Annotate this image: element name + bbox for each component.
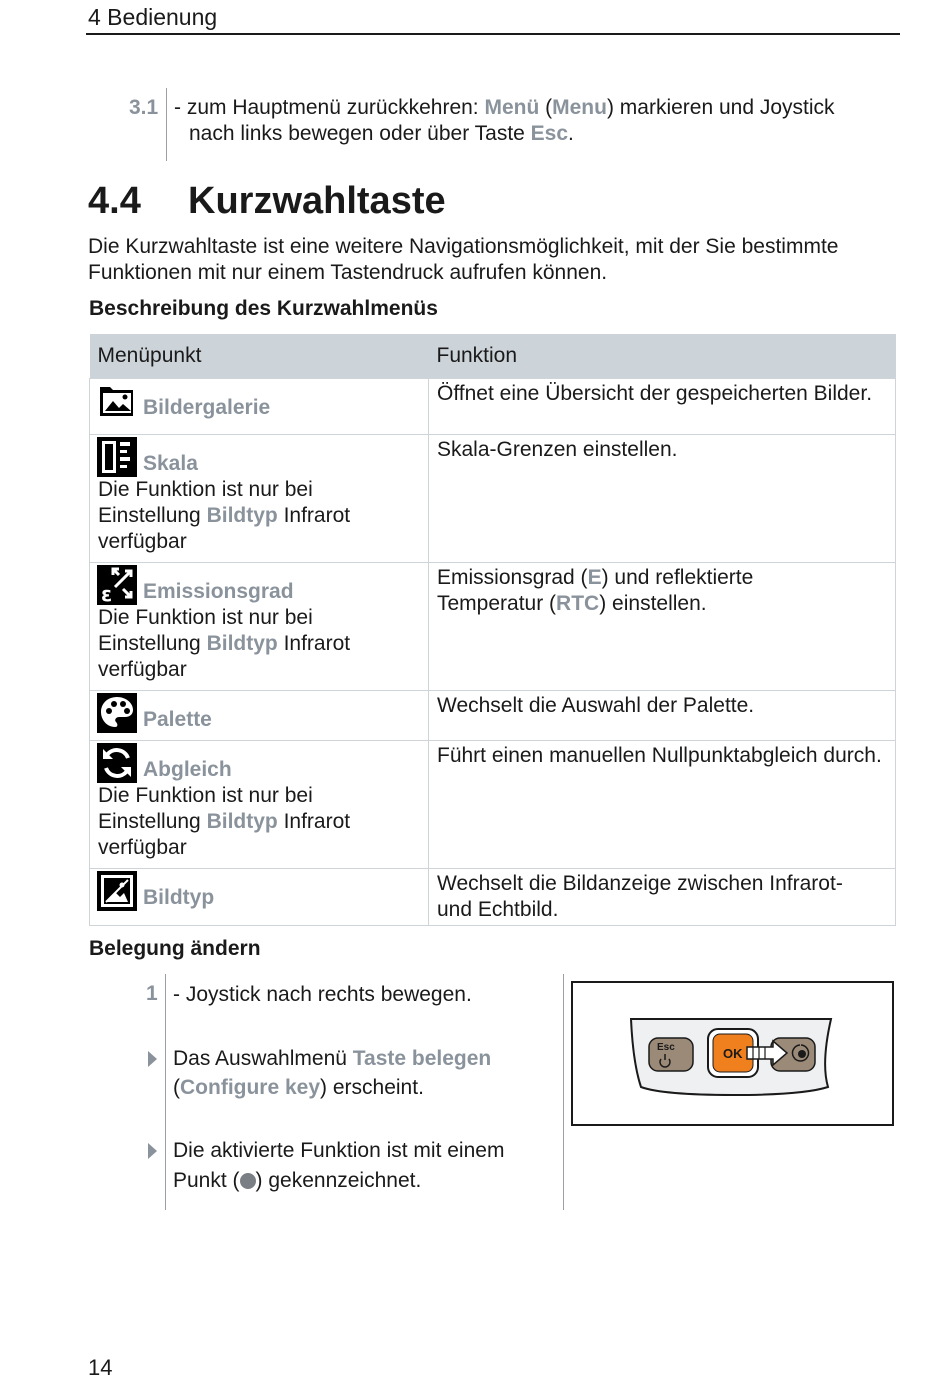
shortcut-menu-table [89,334,896,926]
step-number: 3.1 [129,96,159,119]
step-text: ) markieren und Joystick [606,96,835,119]
page-number: 14 [88,1355,113,1380]
step-text: . [568,122,574,145]
availability-note: Infrarot [277,810,351,833]
result-text: ( [173,1076,180,1099]
menu-item-name: Bildtyp [143,886,215,909]
availability-note: Die Funktion ist nur bei [98,784,313,807]
menu-item-name: Bildergalerie [143,396,271,419]
step-divider [166,88,167,161]
column-header-menu-item: Menüpunkt [90,334,429,379]
scale-icon [97,437,137,477]
section-number: 4.4 [88,180,141,222]
table-row [90,691,896,741]
table-row [90,379,896,435]
esc-key-label: Esc [657,1042,675,1053]
menu-item-cell [90,691,429,741]
function-cell: Wechselt die Auswahl der Palette. [429,691,896,741]
configure-menu-term: Taste belegen [352,1047,492,1070]
assign-heading: Belegung ändern [89,937,261,960]
section-intro: Die Kurzwahltaste ist eine weitere Navigationsmöglichkeit, mit der Sie bestimmte Funktionen mit nur einem Tastendruck aufrufen können. [88,235,839,284]
availability-note: verfügbar [98,836,187,859]
result-arrow-icon [148,1051,157,1067]
menu-item-cell [90,563,429,691]
image-gallery-icon [97,381,137,421]
active-dot-icon [240,1173,256,1189]
column-header-function: Funktion [429,334,896,379]
esc-term: Esc [530,122,569,145]
menu-term-en: Menu [552,96,607,119]
section-title: Kurzwahltaste [188,180,446,222]
availability-note: Infrarot [277,504,351,527]
availability-note: Einstellung [98,810,207,833]
device-illustration [571,981,894,1126]
function-cell [429,563,896,691]
step-3-1-text [174,95,904,147]
result-text: ) gekennzeichnet. [255,1169,422,1192]
result-text: Das Auswahlmenü [173,1047,353,1070]
result-text: Die aktivierte Funktion ist mit einem [173,1139,505,1162]
function-cell: Skala-Grenzen einstellen. [429,435,896,563]
menu-item-name: Emissionsgrad [143,580,294,603]
menu-item-name: Skala [143,452,198,475]
ok-key-label: OK [723,1046,743,1061]
chapter-header: 4 Bedienung [88,4,218,30]
table-heading: Beschreibung des Kurzwahlmenüs [89,297,438,320]
step-divider [165,974,166,1210]
rtc-term: RTC [556,592,600,615]
function-cell [429,869,896,926]
header-rule [86,33,900,35]
availability-note: verfügbar [98,530,187,553]
availability-note: verfügbar [98,658,187,681]
function-cell: Führt einen manuellen Nullpunktabgleich durch. [429,741,896,869]
menu-item-name: Abgleich [143,758,232,781]
step-number: 1 [146,982,158,1005]
result-2-text [173,1136,504,1196]
table-row [90,741,896,869]
function-text: ) einstellen. [599,592,707,615]
step-text: ( [539,96,553,119]
svg-text:ε: ε [101,582,113,605]
step-text: - zum Hauptmenü zurückkehren: [174,96,485,119]
menu-item-cell [90,741,429,869]
function-text: Wechselt die Bildanzeige zwischen Infrarot- [437,872,843,895]
function-text: ) und reflektierte [601,566,754,589]
palette-icon [97,693,137,733]
menu-item-cell [90,869,429,926]
result-1-text [173,1044,491,1102]
step-text: nach links bewegen oder über Taste [189,122,531,145]
refresh-icon [97,743,137,783]
table-row [90,869,896,926]
availability-note: Einstellung [98,504,207,527]
availability-note: Infrarot [277,632,351,655]
emissivity-term: E [587,566,602,589]
image-type-icon [97,871,137,911]
availability-note: Die Funktion ist nur bei [98,606,313,629]
configure-key-term: Configure key [180,1076,321,1099]
menu-item-cell [90,435,429,563]
image-type-term: Bildtyp [206,810,278,833]
result-text: ) erscheint. [320,1076,424,1099]
image-type-term: Bildtyp [206,632,278,655]
step-1-text: - Joystick nach rechts bewegen. [173,983,472,1006]
function-text: Temperatur ( [437,592,557,615]
result-arrow-icon [148,1143,157,1159]
table-row [90,435,896,563]
function-text: und Echtbild. [437,898,559,921]
table-row [90,563,896,691]
result-text: Punkt ( [173,1169,240,1192]
menu-term: Menü [484,96,540,119]
availability-note: Einstellung [98,632,207,655]
table-header-row [90,334,896,379]
column-divider [563,974,564,1210]
function-text: Emissionsgrad ( [437,566,588,589]
menu-item-cell [90,379,429,435]
availability-note: Die Funktion ist nur bei [98,478,313,501]
image-type-term: Bildtyp [206,504,278,527]
emissivity-icon [97,565,137,605]
function-cell: Öffnet eine Übersicht der gespeicherten Bilder. [429,379,896,435]
menu-item-name: Palette [143,708,212,731]
